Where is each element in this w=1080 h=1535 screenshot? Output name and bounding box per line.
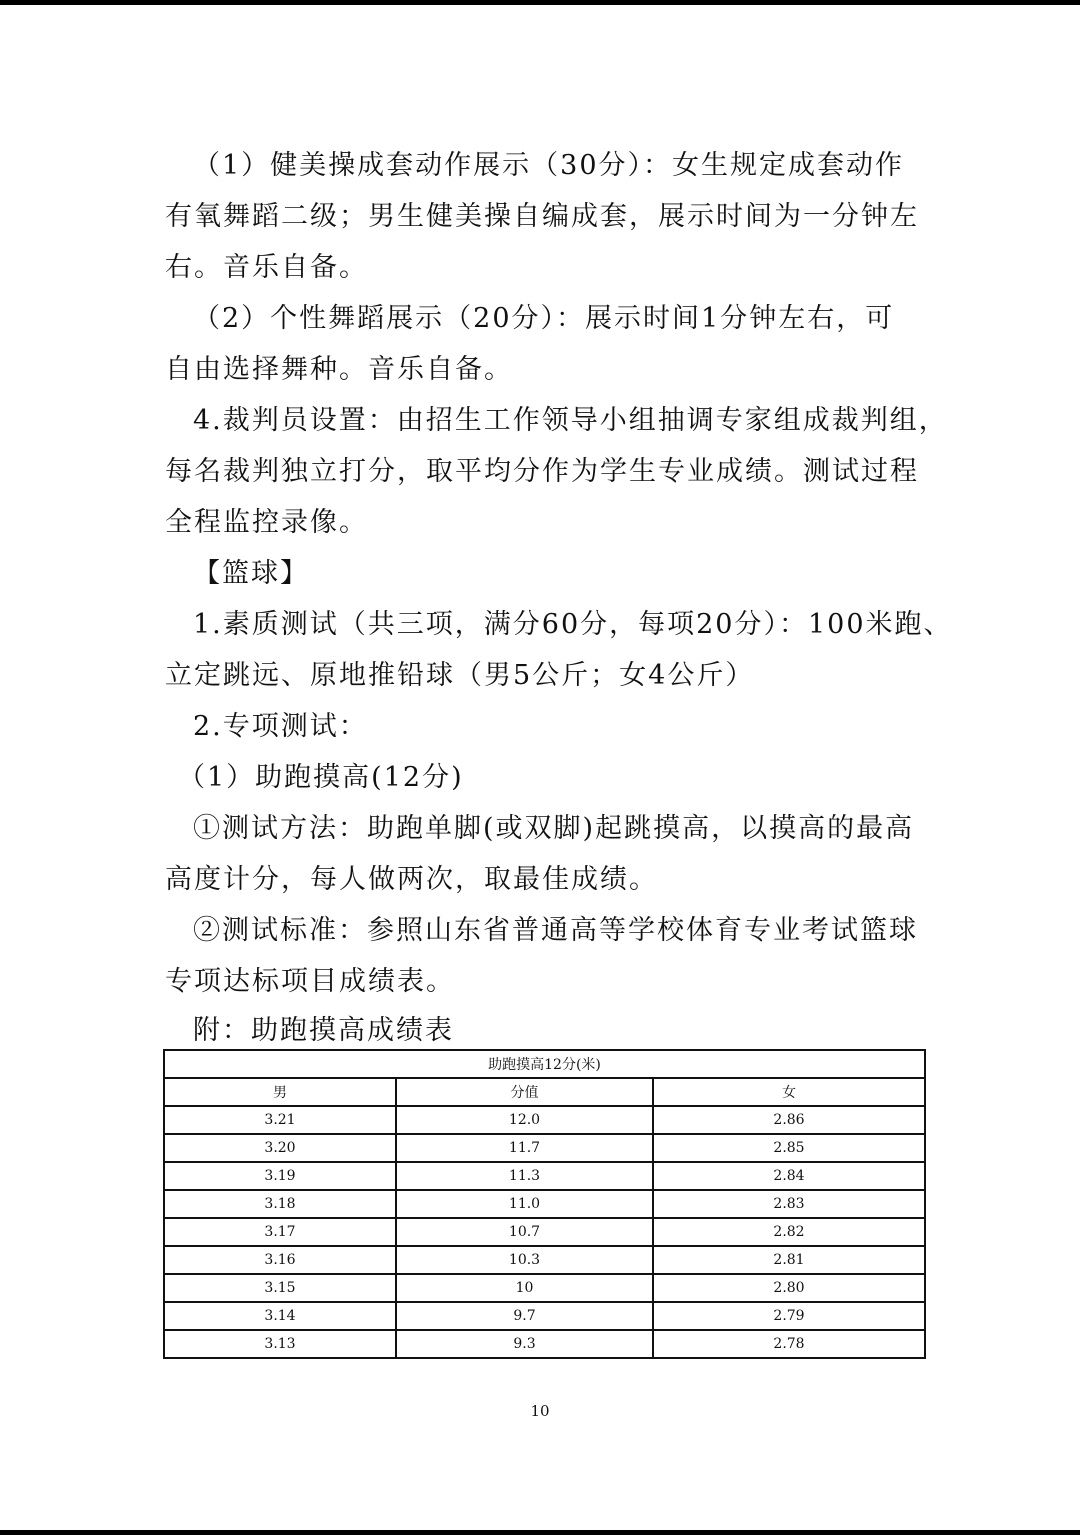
paragraph-run-touch: （1）助跑摸高(12分) [178, 762, 464, 793]
cell-score: 10.3 [396, 1246, 653, 1274]
table-title: 助跑摸高12分(米) [164, 1050, 925, 1078]
top-border [0, 0, 1080, 5]
cell-male: 3.16 [164, 1246, 396, 1274]
table-row [164, 1274, 925, 1302]
table-header-row [164, 1078, 925, 1106]
cell-female: 2.81 [653, 1246, 925, 1274]
table-row [164, 1246, 925, 1274]
paragraph-special-test: 2.专项测试： [193, 711, 368, 742]
page-number: 10 [530, 1402, 550, 1420]
header-male: 男 [164, 1078, 396, 1106]
cell-score: 9.3 [396, 1330, 653, 1358]
cell-score: 11.7 [396, 1134, 653, 1162]
paragraph-fitness-test-line-1: 1.素质测试（共三项，满分60分，每项20分）：100米跑、 [193, 609, 953, 640]
cell-male: 3.18 [164, 1190, 396, 1218]
score-table-container [163, 1049, 924, 1359]
paragraph-dance-line-2: 自由选择舞种。音乐自备。 [165, 354, 513, 385]
cell-female: 2.78 [653, 1330, 925, 1358]
cell-female: 2.83 [653, 1190, 925, 1218]
paragraph-fitness-test-line-2: 立定跳远、原地推铅球（男5公斤；女4公斤） [165, 660, 755, 691]
paragraph-aerobics-line-1: （1）健美操成套动作展示（30分）：女生规定成套动作 [193, 150, 905, 181]
table-caption: 附：助跑摸高成绩表 [193, 1015, 454, 1046]
cell-male: 3.17 [164, 1218, 396, 1246]
paragraph-test-method-line-2: 高度计分，每人做两次，取最佳成绩。 [165, 864, 658, 895]
cell-male: 3.15 [164, 1274, 396, 1302]
table-row [164, 1218, 925, 1246]
paragraph-test-method-line-1: ①测试方法：助跑单脚(或双脚)起跳摸高，以摸高的最高 [193, 813, 915, 844]
paragraph-aerobics-line-2: 有氧舞蹈二级；男生健美操自编成套，展示时间为一分钟左 [165, 201, 919, 232]
bottom-border [0, 1530, 1080, 1535]
cell-female: 2.85 [653, 1134, 925, 1162]
cell-female: 2.79 [653, 1302, 925, 1330]
paragraph-aerobics-line-3: 右。音乐自备。 [165, 252, 368, 283]
paragraph-judges-line-2: 每名裁判独立打分，取平均分作为学生专业成绩。测试过程 [165, 456, 919, 487]
table-title-row [164, 1050, 925, 1078]
cell-male: 3.20 [164, 1134, 396, 1162]
paragraph-judges-line-1: 4.裁判员设置：由招生工作领导小组抽调专家组成裁判组， [193, 405, 948, 436]
header-score: 分值 [396, 1078, 653, 1106]
cell-male: 3.13 [164, 1330, 396, 1358]
cell-score: 11.3 [396, 1162, 653, 1190]
table-row [164, 1162, 925, 1190]
table-row [164, 1330, 925, 1358]
cell-score: 10.7 [396, 1218, 653, 1246]
heading-basketball: 【篮球】 [193, 558, 309, 589]
table-row [164, 1134, 925, 1162]
cell-female: 2.86 [653, 1106, 925, 1134]
paragraph-test-standard-line-1: ②测试标准：参照山东省普通高等学校体育专业考试篮球 [193, 915, 918, 946]
table-row [164, 1106, 925, 1134]
score-table [163, 1049, 926, 1359]
paragraph-dance-line-1: （2）个性舞蹈展示（20分）：展示时间1分钟左右，可 [193, 303, 895, 334]
header-female: 女 [653, 1078, 925, 1106]
cell-male: 3.14 [164, 1302, 396, 1330]
cell-female: 2.84 [653, 1162, 925, 1190]
cell-score: 12.0 [396, 1106, 653, 1134]
cell-score: 10 [396, 1274, 653, 1302]
cell-male: 3.19 [164, 1162, 396, 1190]
cell-score: 9.7 [396, 1302, 653, 1330]
cell-male: 3.21 [164, 1106, 396, 1134]
table-row [164, 1190, 925, 1218]
paragraph-test-standard-line-2: 专项达标项目成绩表。 [165, 966, 455, 997]
cell-female: 2.82 [653, 1218, 925, 1246]
cell-score: 11.0 [396, 1190, 653, 1218]
table-row [164, 1302, 925, 1330]
paragraph-judges-line-3: 全程监控录像。 [165, 507, 368, 538]
cell-female: 2.80 [653, 1274, 925, 1302]
